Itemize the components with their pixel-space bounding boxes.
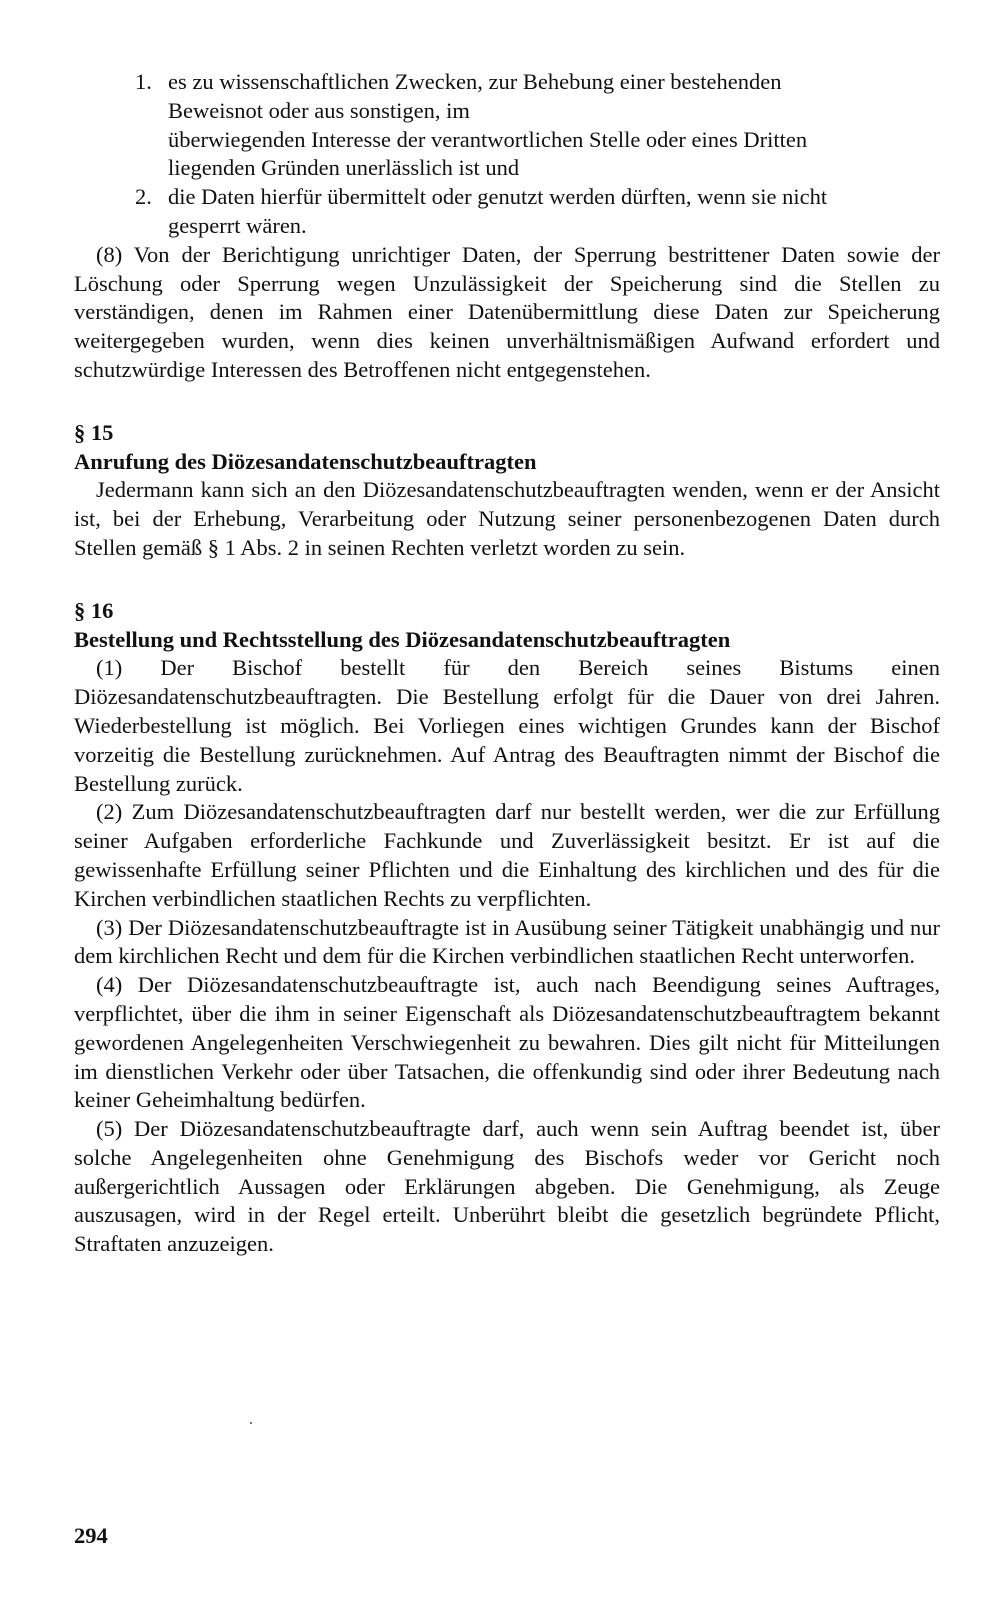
paragraph-8: (8) Von der Berichtigung unrichtiger Daten, der Sperrung bestrittener Daten sowie der Löschung oder Sperrung wegen Unzulässigkeit der Speicherung sind die Stellen zu verständigen, denen im Rahmen einer Datenübermittlung diese Daten zur Speicherung weitergegeben wurden, wenn dies keinen unverhältnismäßigen Aufwand erfordert und schutzwürdige Interessen des Betroffenen nicht entgegenstehen. (74, 241, 940, 382)
list-line: die Daten hierfür übermittelt oder genutzt werden dürften, wenn sie nicht (168, 184, 828, 210)
list-line: Beweisnot oder aus sonstigen, im (168, 97, 470, 123)
section-16-paragraph-2: (2) Zum Diözesandatenschutzbeauftragten darf nur bestellt werden, wer die zur Erfüllung seiner Aufgaben erforderliche Fachkunde und Zuverlässigkeit besitzt. Er ist auf die gewissenhafte Erfüllung seiner Pflichten und die Einhaltung des kirchlichen und des für die Kirchen verbindlichen staatlichen Rechts zu verpflichten. (74, 799, 940, 911)
section-15-text: Jedermann kann sich an den Diözesandatenschutzbeauftragten wenden, wenn er der Ansicht ist, bei der Erhebung, Verarbeitung oder Nutzung seiner personenbezogenen Daten durch Stellen gemäß § 1 Abs. 2 in seinen Rechten verletzt worden zu sein. (74, 477, 940, 560)
list-line: gesperrt wären. (168, 212, 307, 238)
section-15-title: Anrufung des Diözesandatenschutzbeauftragten (74, 448, 537, 474)
section-16-title: Bestellung und Rechtsstellung des Diözesandatenschutzbeauftragten (74, 626, 731, 652)
scan-speck (250, 1422, 252, 1424)
section-16-paragraph-1: (1) Der Bischof bestellt für den Bereich seines Bistums einen Diözesandatenschutzbeauftragten. Die Bestellung erfolgt für die Dauer von drei Jahren. Wiederbestellung ist möglich. Bei Vorliegen eines wichtigen Grundes kann der Bischof vorzeitig die Bestellung zurücknehmen. Auf Antrag des Beauftragten nimmt der Bischof die Bestellung zurück. (74, 655, 940, 796)
list-item-1 (74, 68, 940, 183)
section-16-paragraph-4: (4) Der Diözesandatenschutzbeauftragte ist, auch nach Beendigung seines Auftrages, verpflichtet, über die ihm in seiner Eigenschaft als Diözesandatenschutzbeauftragtem bekannt gewordenen Angelegenheiten Verschwiegenheit zu bewahren. Dies gilt nicht für Mitteilungen im dienstlichen Verkehr oder über Tatsachen, die offenkundig sind oder ihrer Bedeutung nach keiner Geheimhaltung bedürfen. (74, 972, 940, 1113)
list-line: überwiegenden Interesse der verantwortlichen Stelle oder eines Dritten (168, 126, 808, 152)
list-line: liegenden Gründen unerlässlich ist und (168, 155, 520, 181)
list-line: es zu wissenschaftlichen Zwecken, zur Behebung einer bestehenden (168, 69, 782, 94)
section-15-number: § 15 (74, 419, 114, 445)
document-page (74, 68, 940, 1259)
section-16-paragraph-5: (5) Der Diözesandatenschutzbeauftragte darf, auch wenn sein Auftrag beendet ist, über solche Angelegenheiten ohne Genehmigung des Bischofs weder vor Gericht noch außergerichtlich Aussagen oder Erklärungen abgeben. Die Genehmigung, als Zeuge auszusagen, wird in der Regel erteilt. Unberührt bleibt die gesetzlich begründete Pflicht, Straftaten anzuzeigen. (74, 1116, 940, 1257)
list-item-2 (74, 183, 940, 241)
list-number: 1. (135, 69, 152, 94)
page-number: 294 (74, 1523, 108, 1548)
section-16-paragraph-3: (3) Der Diözesandatenschutzbeauftragte ist in Ausübung seiner Tätigkeit unabhängig und nur dem kirchlichen Recht und dem für die Kirchen verbindlichen staatlichen Recht unterworfen. (74, 914, 940, 969)
list-number: 2. (135, 184, 152, 210)
section-16-number: § 16 (74, 597, 114, 623)
